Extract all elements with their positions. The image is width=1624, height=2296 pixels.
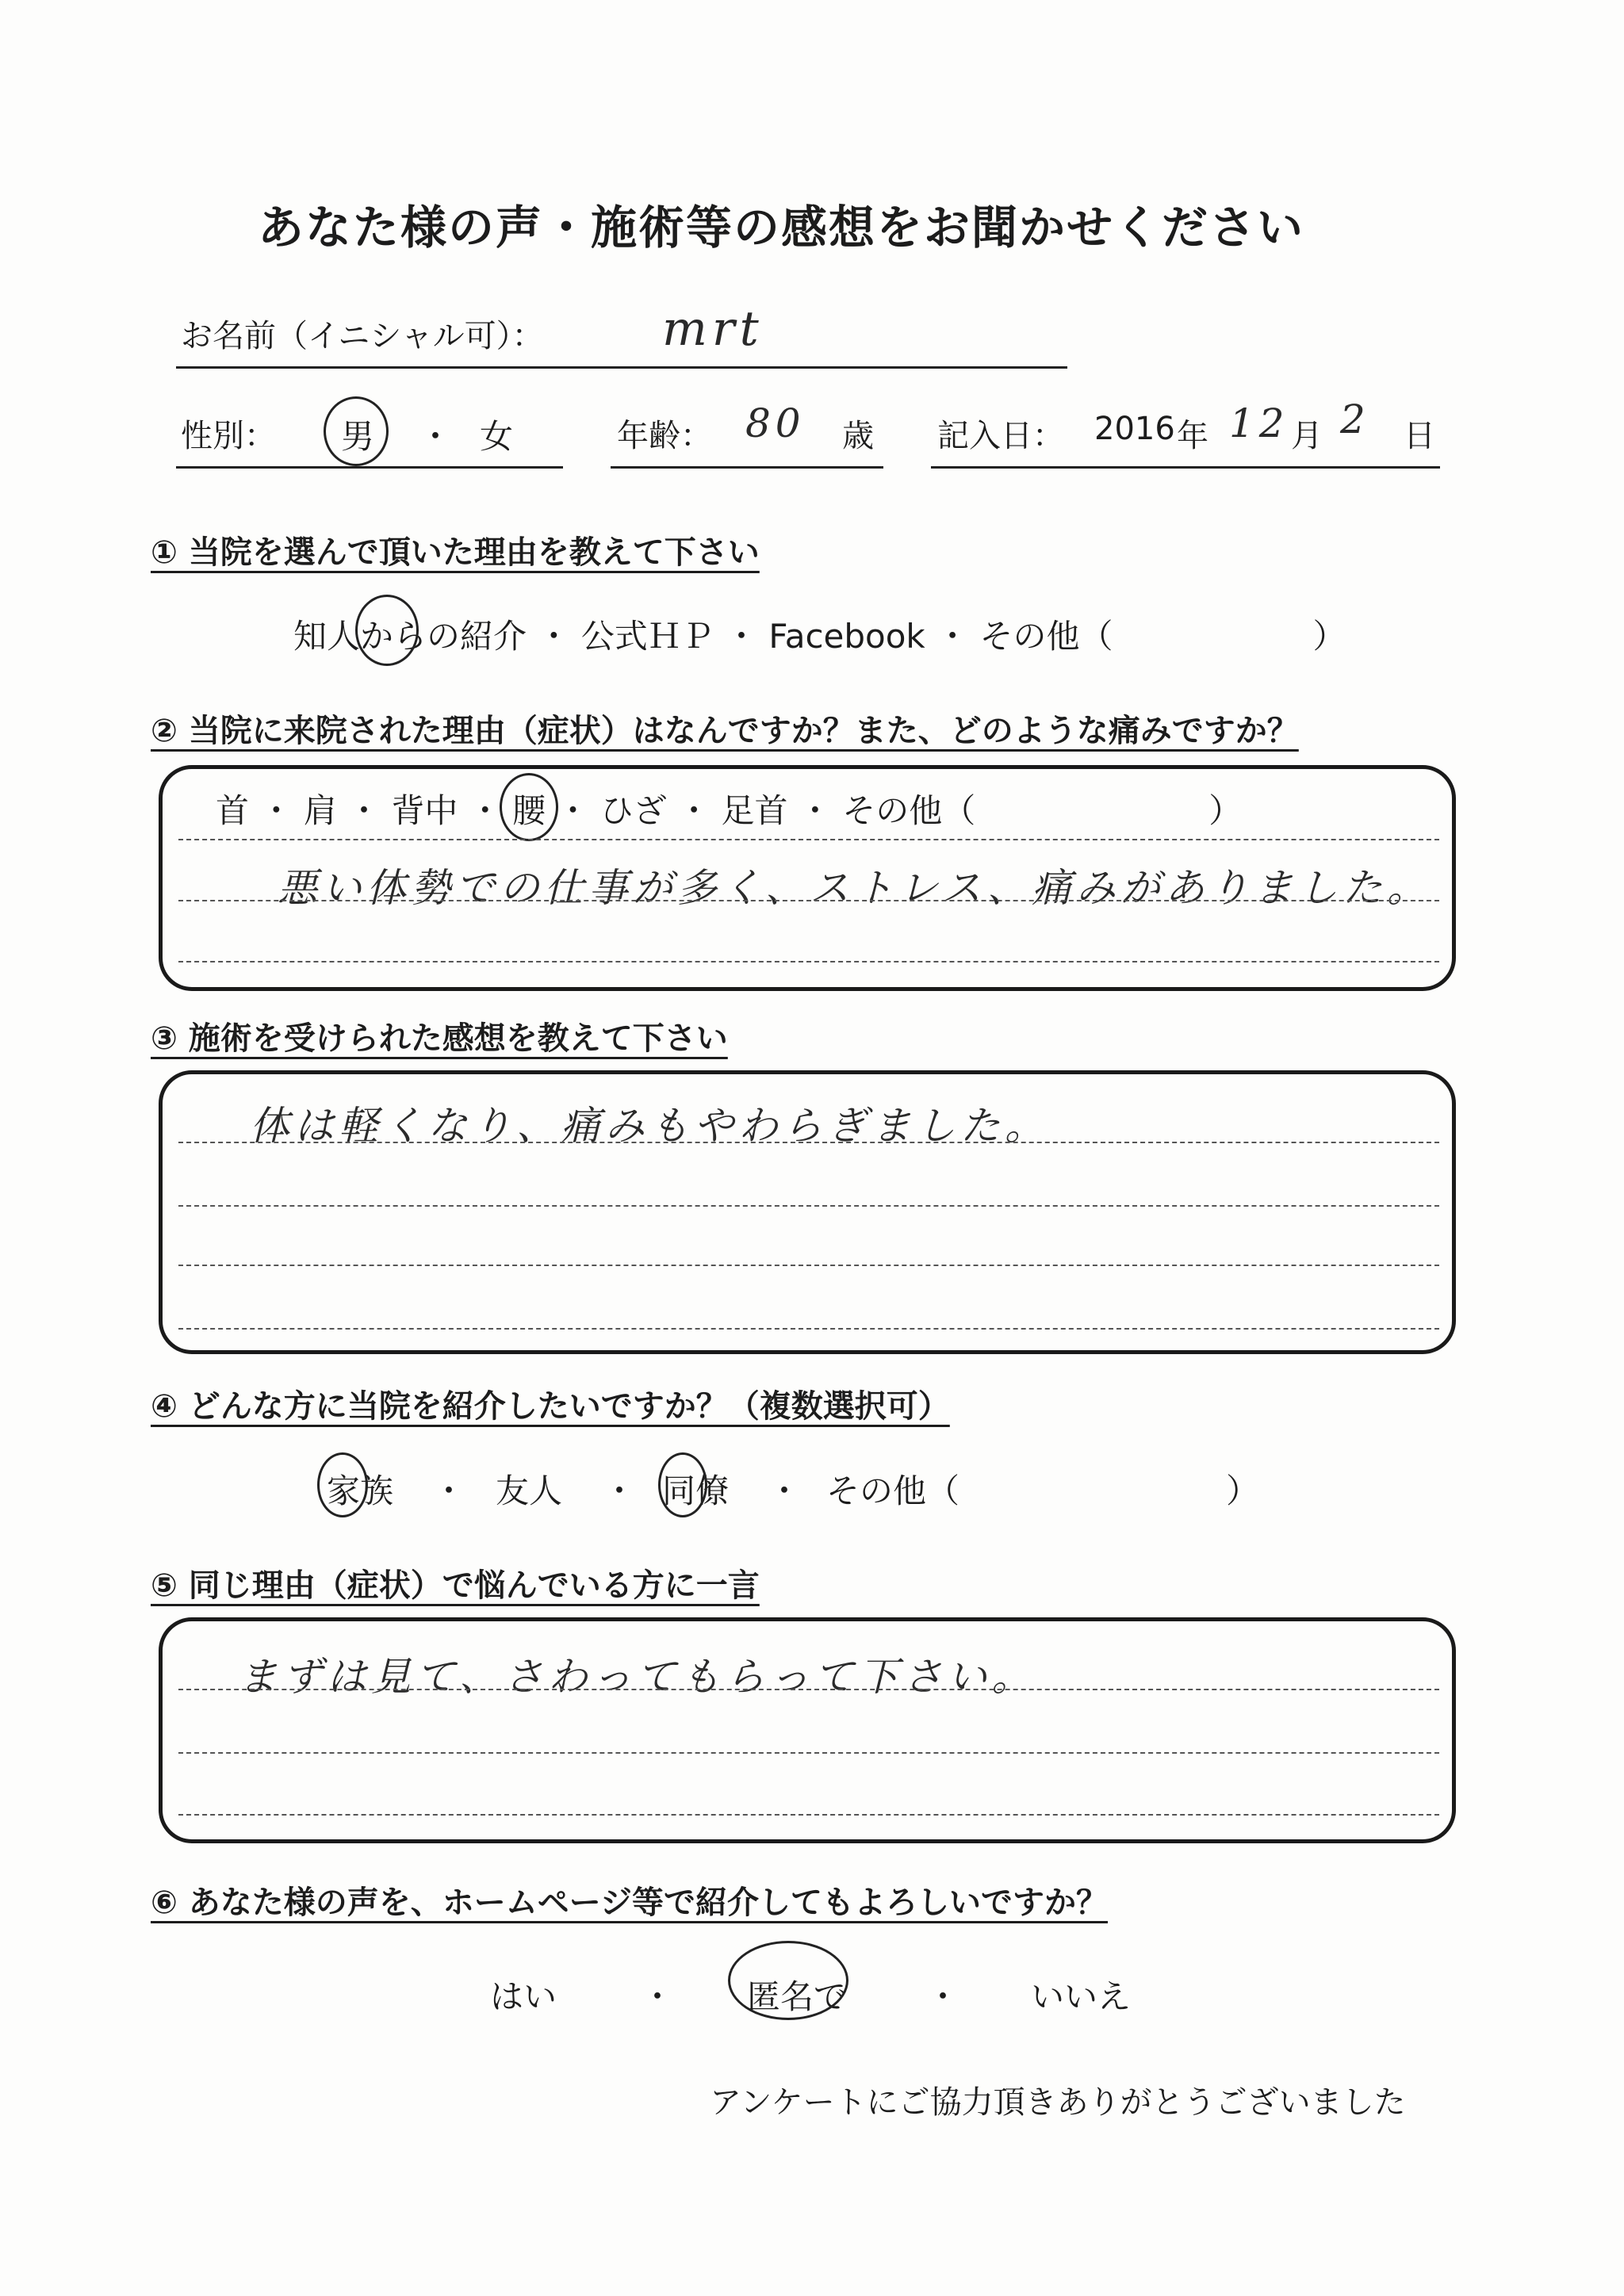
q3-title: ③ 施術を受けられた感想を教えて下さい xyxy=(151,1020,728,1057)
q4-family-circle xyxy=(317,1452,368,1517)
q2-line-2 xyxy=(178,900,1439,901)
gender-male-option[interactable]: 男 xyxy=(341,417,375,456)
q6-title: ⑥ あなた様の声を、ホームページ等で紹介してもよろしいですか？ xyxy=(151,1885,1108,1921)
q3-line-1 xyxy=(178,1142,1439,1143)
q4-option-other[interactable]: その他（ ） xyxy=(826,1471,1260,1510)
thank-you-message: アンケートにご協力頂きありがとうございました xyxy=(710,2084,1406,2121)
name-field[interactable]: mrt xyxy=(662,301,764,357)
q2-selection-circle xyxy=(500,773,558,841)
q4-option-friend[interactable]: 友人 xyxy=(496,1471,563,1510)
q5-answer[interactable]: まずは見て、さわってもらって下さい。 xyxy=(238,1654,1036,1700)
date-underline xyxy=(931,466,1440,469)
q4-colleague-circle xyxy=(658,1452,707,1517)
q4-option-colleague[interactable]: 同僚 xyxy=(662,1471,730,1510)
q6-anonymous-circle xyxy=(728,1941,848,2020)
q2-title: ② 当院に来院された理由（症状）はなんですか？また、どのような痛みですか？ xyxy=(151,713,1299,749)
q4-separator-3: ・ xyxy=(768,1471,802,1510)
date-label: 記入日： xyxy=(937,418,1064,454)
q2-answer[interactable]: 悪い体勢での仕事が多く、ストレス、痛みがありました。 xyxy=(278,865,1431,911)
q1-title: ① 当院を選んで頂いた理由を教えて下さい xyxy=(151,534,760,571)
q1-options[interactable]: 知人からの紹介 ・ 公式ＨＰ ・ Facebook ・ その他（ ） xyxy=(293,617,1346,656)
age-field[interactable]: 80 xyxy=(745,400,806,446)
q6-option-yes[interactable]: はい xyxy=(490,1977,557,2016)
q4-separator-2: ・ xyxy=(603,1471,637,1510)
date-month-field[interactable]: 12 xyxy=(1229,400,1289,446)
q1-selection-circle xyxy=(355,595,419,666)
q6-option-no[interactable]: いいえ xyxy=(1031,1977,1132,2016)
q3-line-2 xyxy=(178,1205,1439,1207)
q5-line-2 xyxy=(178,1752,1439,1754)
q6-separator-2: ・ xyxy=(926,1977,960,2016)
date-day-field[interactable]: 2 xyxy=(1340,396,1370,442)
q5-line-3 xyxy=(178,1814,1439,1816)
q2-line-1 xyxy=(178,839,1439,840)
date-year: 2016 xyxy=(1094,411,1175,447)
date-month-unit: 月 xyxy=(1291,418,1323,454)
date-year-unit: 年 xyxy=(1177,418,1208,454)
gender-underline xyxy=(176,466,563,469)
page-title: あなた様の声・施術等の感想をお聞かせください xyxy=(258,201,1305,254)
q6-separator-1: ・ xyxy=(641,1977,675,2016)
q4-option-family[interactable]: 家族 xyxy=(327,1471,394,1510)
name-label: お名前（イニシャル可）： xyxy=(181,318,544,354)
q3-line-4 xyxy=(178,1328,1439,1330)
gender-female-option[interactable]: 女 xyxy=(480,417,514,456)
q6-option-anonymous[interactable]: 匿名で xyxy=(747,1977,848,2016)
name-underline xyxy=(176,366,1067,369)
age-label: 年齢： xyxy=(617,418,712,454)
q5-line-1 xyxy=(178,1689,1439,1690)
q2-line-3 xyxy=(178,961,1439,962)
q2-options[interactable]: 首 ・ 肩 ・ 背中 ・ 腰 ・ ひざ ・ 足首 ・ その他（ ） xyxy=(216,791,1243,830)
q4-title: ④ どんな方に当院を紹介したいですか？（複数選択可） xyxy=(151,1388,950,1425)
q3-answer[interactable]: 体は軽くなり、痛みもやわらぎました。 xyxy=(250,1103,1049,1149)
q4-separator-1: ・ xyxy=(432,1471,466,1510)
gender-label: 性別： xyxy=(181,418,276,454)
date-day-unit: 日 xyxy=(1404,418,1435,454)
q3-line-3 xyxy=(178,1265,1439,1266)
age-underline xyxy=(611,466,883,469)
gender-separator: ・ xyxy=(419,417,453,456)
age-unit: 歳 xyxy=(842,418,874,454)
q5-title: ⑤ 同じ理由（症状）で悩んでいる方に一言 xyxy=(151,1567,760,1604)
